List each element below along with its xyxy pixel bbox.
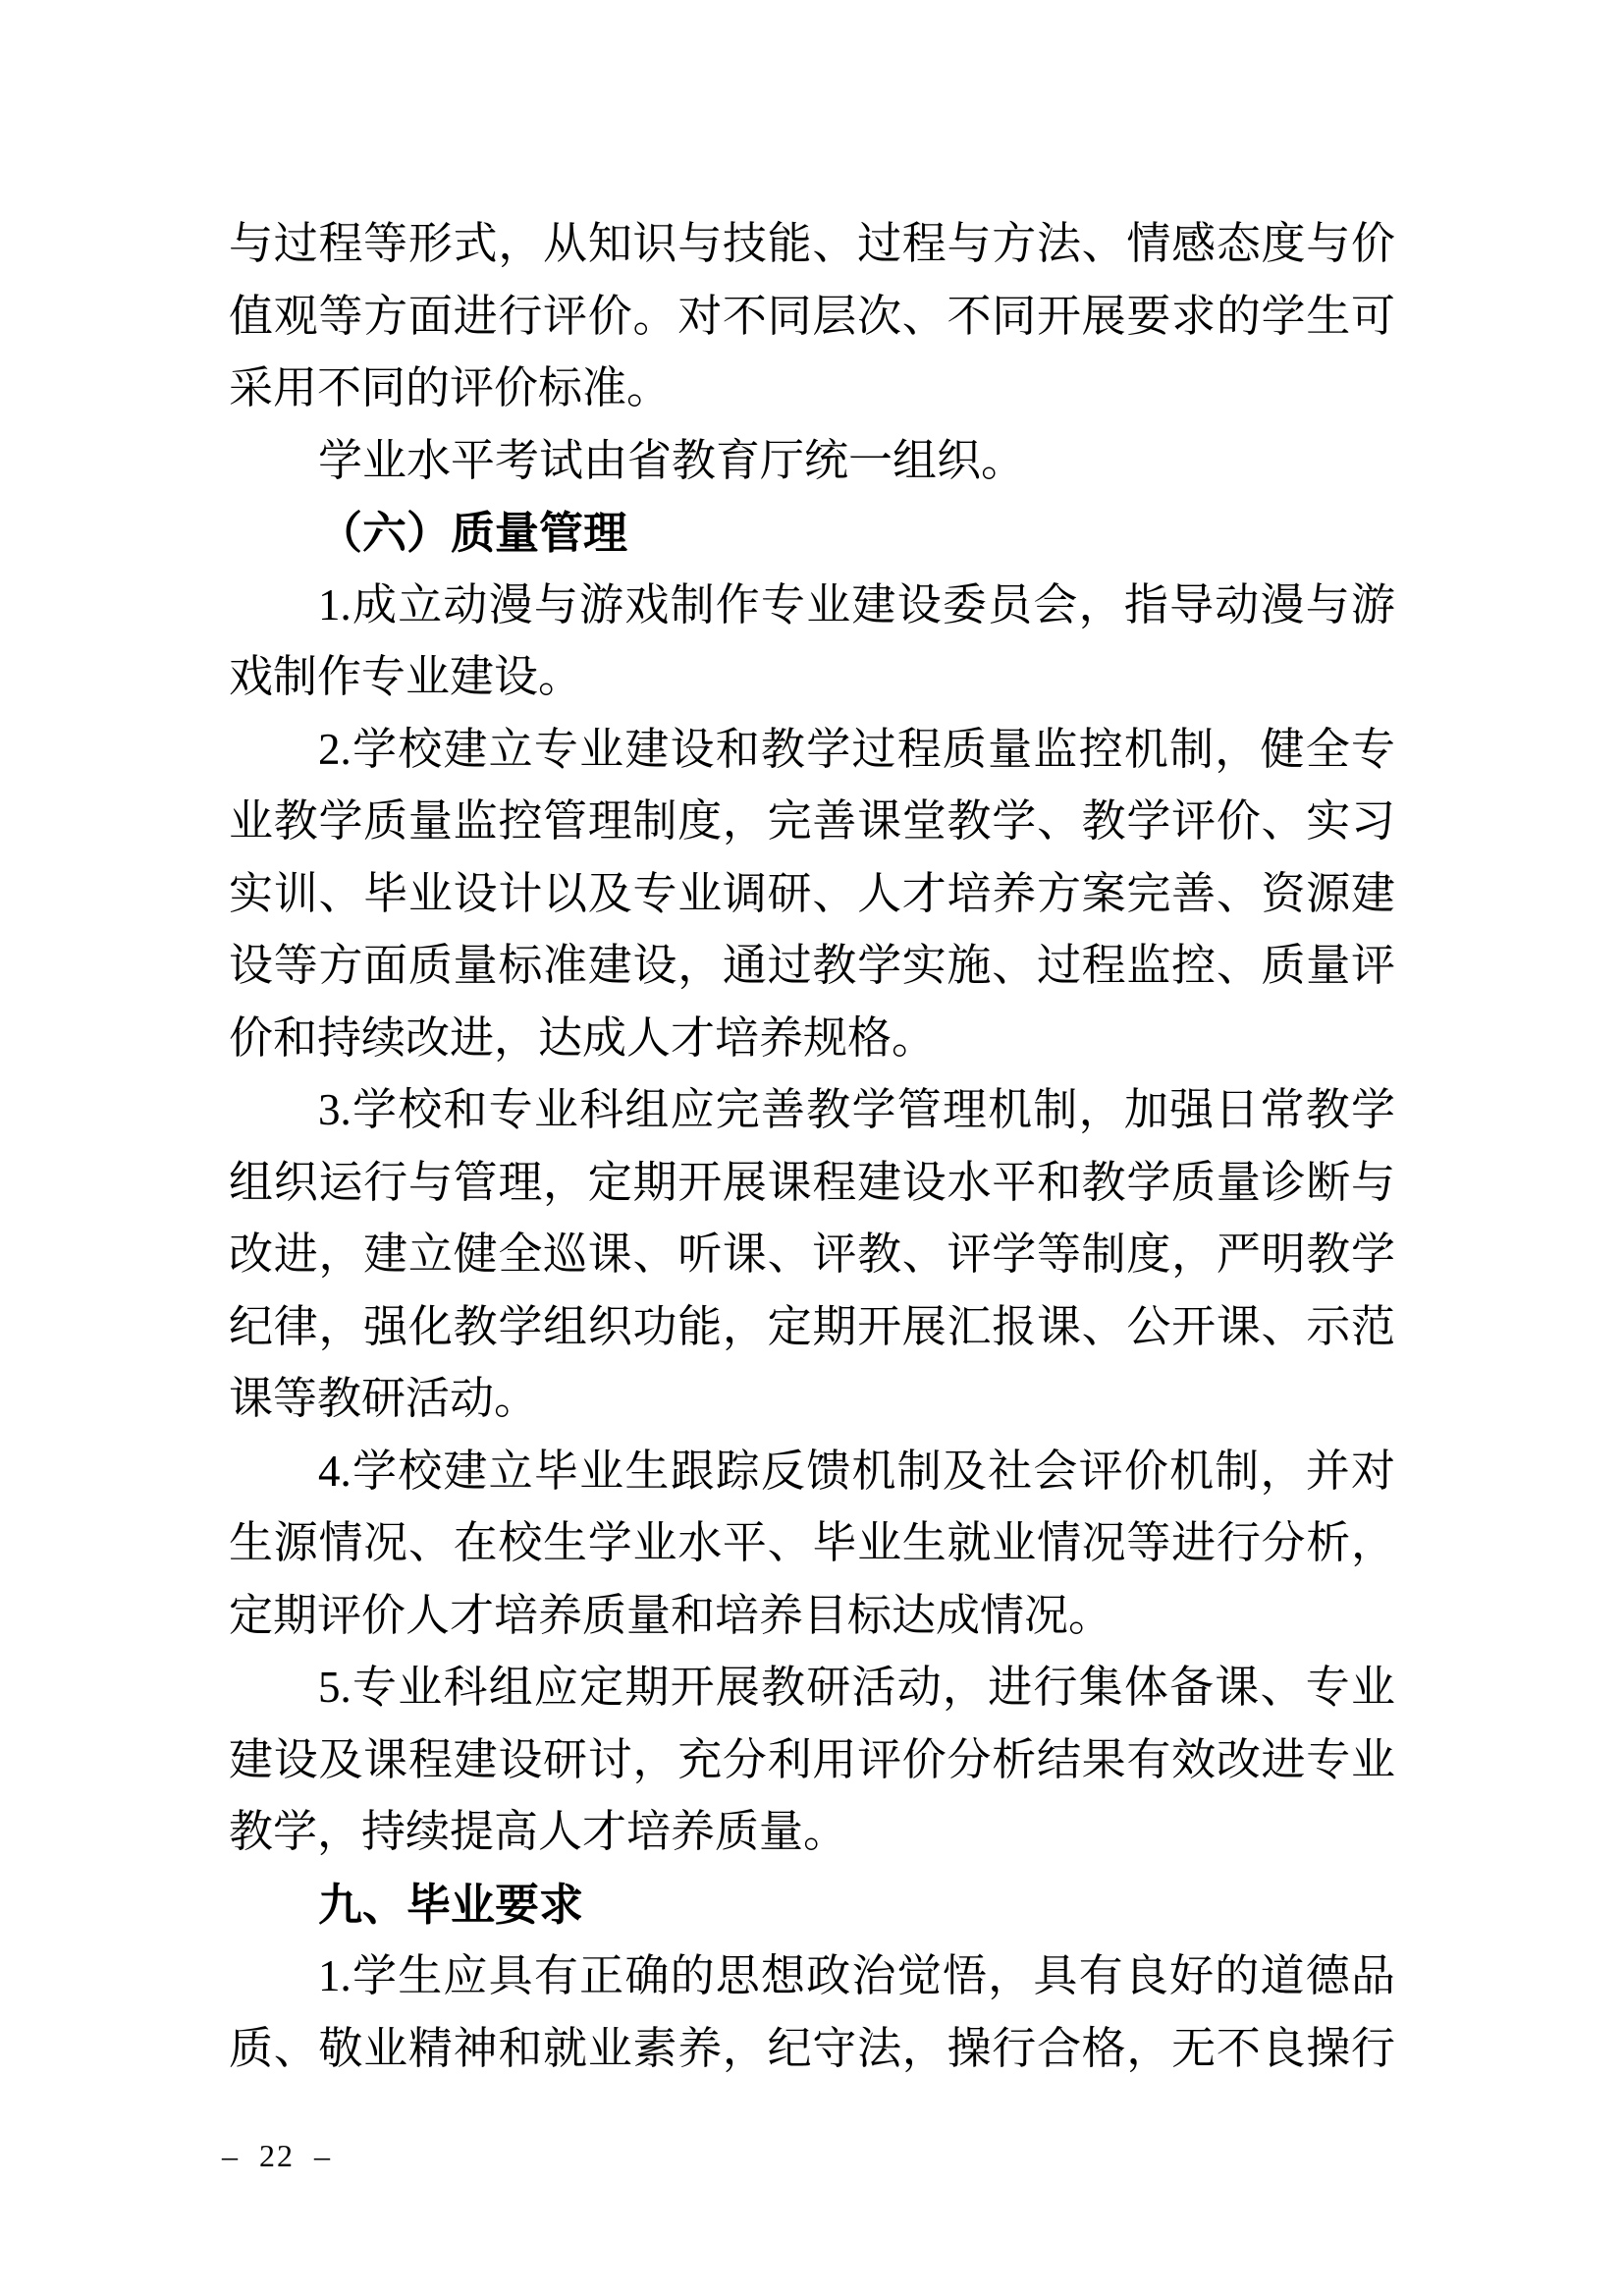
text-line: 学业水平考试由省教育厅统一组织。 xyxy=(318,435,1026,485)
text-line: 采用不同的评价标准。 xyxy=(229,363,672,412)
text-line: 3.学校和专业科组应完善教学管理机制，加强日常教学 xyxy=(318,1085,1395,1134)
text-line: 定期评价人才培养质量和培养目标达成情况。 xyxy=(229,1590,1113,1640)
text-line: 价和持续改进，达成人才培养规格。 xyxy=(229,1012,937,1063)
text-line: 值观等方面进行评价。对不同层次、不同开展要求的学生可 xyxy=(229,291,1395,341)
text-line: 1.学生应具有正确的思想政治觉悟，具有良好的道德品 xyxy=(318,1951,1395,2000)
text-line: 生源情况、在校生学业水平、毕业生就业情况等进行分析， xyxy=(229,1518,1395,1567)
text-line: 教学，持续提高人才培养质量。 xyxy=(229,1807,848,1856)
text-line: 1.成立动漫与游戏制作专业建设委员会，指导动漫与游 xyxy=(318,579,1395,629)
text-line: 改进，建立健全巡课、听课、评教、评学等制度，严明教学 xyxy=(229,1230,1395,1279)
text-line: 建设及课程建设研讨，充分利用评价分析结果有效改进专业 xyxy=(229,1734,1395,1784)
text-line: 4.学校建立毕业生跟踪反馈机制及社会评价机制，并对 xyxy=(318,1446,1395,1496)
text-line: 5.专业科组应定期开展教研活动，进行集体备课、专业 xyxy=(318,1663,1395,1712)
text-line: 课等教研活动。 xyxy=(229,1374,539,1423)
heading-line: （六）质量管理 xyxy=(318,508,628,558)
text-line: 实训、毕业设计以及专业调研、人才培养方案完善、资源建 xyxy=(229,868,1395,918)
text-line: 业教学质量监控管理制度，完善课堂教学、教学评价、实习 xyxy=(229,796,1395,846)
text-line: 质、敬业精神和就业素养，纪守法，操行合格，无不良操行 xyxy=(229,2023,1395,2073)
text-line: 2.学校建立专业建设和教学过程质量监控机制，健全专 xyxy=(318,724,1395,774)
text-line: 与过程等形式，从知识与技能、过程与方法、情感态度与价 xyxy=(229,219,1395,268)
text-block xyxy=(229,208,1395,2085)
text-line: 组织运行与管理，定期开展课程建设水平和教学质量诊断与 xyxy=(229,1157,1395,1207)
heading-line: 九、毕业要求 xyxy=(318,1879,584,1930)
text-line: 戏制作专业建设。 xyxy=(229,652,583,701)
page-number: – 22 – xyxy=(222,2138,332,2173)
text-line: 设等方面质量标准建设，通过教学实施、过程监控、质量评 xyxy=(229,941,1395,990)
text-line: 纪律，强化教学组织功能，定期开展汇报课、公开课、示范 xyxy=(229,1301,1395,1351)
